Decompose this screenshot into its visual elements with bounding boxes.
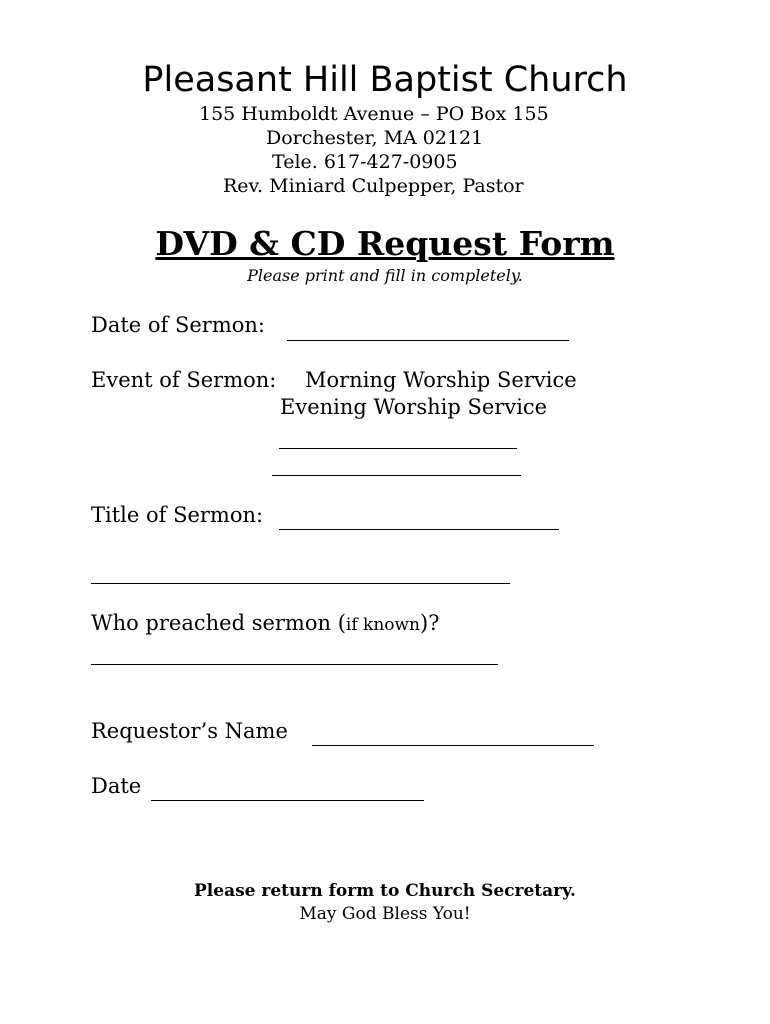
date-of-sermon-field[interactable] <box>287 340 569 341</box>
preacher-label-end: )? <box>420 611 440 635</box>
date-label: Date <box>91 774 142 798</box>
event-of-sermon-label: Event of Sermon: <box>91 368 277 392</box>
form-instructions: Please print and fill in completely. <box>247 266 523 285</box>
date-of-sermon-label: Date of Sermon: <box>91 313 265 337</box>
date-field[interactable] <box>151 800 424 801</box>
event-other-field-2[interactable] <box>272 475 521 476</box>
preacher-label-main: Who preached sermon ( <box>91 611 346 635</box>
form-title: DVD & CD Request Form <box>155 224 615 263</box>
requestor-name-field[interactable] <box>312 745 594 746</box>
preacher-field[interactable] <box>91 664 498 665</box>
title-of-sermon-field-2[interactable] <box>91 583 510 584</box>
return-note: Please return form to Church Secretary. <box>194 881 576 901</box>
blessing: May God Bless You! <box>299 904 471 924</box>
title-of-sermon-field[interactable] <box>279 529 559 530</box>
address-city: Dorchester, MA 02121 <box>266 127 484 149</box>
event-option-evening[interactable]: Evening Worship Service <box>280 395 548 419</box>
event-option-morning[interactable]: Morning Worship Service <box>305 368 577 392</box>
church-name: Pleasant Hill Baptist Church <box>142 60 628 100</box>
preacher-label-note: if known <box>345 615 421 635</box>
event-other-field-1[interactable] <box>279 448 517 449</box>
pastor-name: Rev. Miniard Culpepper, Pastor <box>223 175 524 197</box>
title-of-sermon-label: Title of Sermon: <box>91 503 264 527</box>
preacher-label <box>91 611 439 635</box>
requestor-name-label: Requestor’s Name <box>91 719 288 743</box>
phone-number: Tele. 617-427-0905 <box>272 151 458 173</box>
address-street: 155 Humboldt Avenue – PO Box 155 <box>199 103 549 125</box>
